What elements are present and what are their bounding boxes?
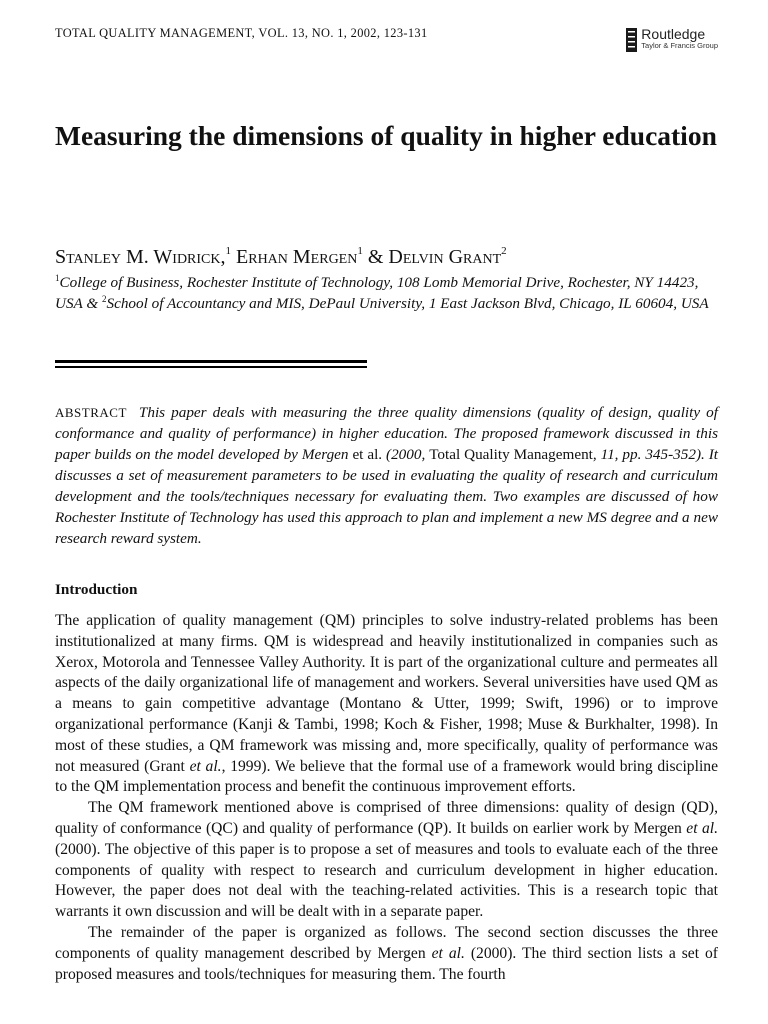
running-head: TOTAL QUALITY MANAGEMENT, VOL. 13, NO. 1, 2002, 123-131 (55, 26, 428, 40)
publisher-logo (626, 27, 718, 52)
article-title: Measuring the dimensions of quality in higher education (55, 120, 717, 151)
publisher-name: Routledge (641, 26, 706, 42)
affiliation-mark: 1 (55, 273, 60, 283)
paragraph: The QM framework mentioned above is comprised of three dimensions: quality of design (QD), quality of conformance (QC) and quality of performance (QP). It builds on earlier work by Mergen et al. (2000). The objective of this paper is to propose a set of measures and tools to evaluate each of the three components of quality with respect to research and curriculum development in higher education. However, the paper does not deal with the teaching-related activities. This is a research topic that warrants it own discussion and will be dealt with in a separate paper. (55, 799, 718, 921)
author-name: Stanley M. Widrick, (55, 246, 226, 268)
publisher-subtitle: Taylor & Francis Group (641, 41, 718, 50)
author-affiliation-mark: 1 (225, 245, 232, 257)
body-text (55, 611, 718, 985)
author-list (55, 246, 507, 269)
divider-rule (55, 366, 367, 368)
abstract-journal: Total Quality Management, (429, 446, 597, 463)
abstract (55, 402, 718, 549)
affiliation-mark: 2 (101, 294, 107, 304)
journal-page (55, 0, 718, 1024)
paragraph: The application of quality management (QM) principles to solve industry-related problems has been institutionalized at many firms. QM is widespread and heavily institutionalized in companies such as Xerox, Motorola and Tennessee Valley Authority. It is part of the organizational culture and permeates all aspects of the daily organizational life of management and workers. Several universities have used QM as a means to gain competitive advantage (Montano & Utter, 1999; Swift, 1996) or to improve organizational performance (Kanji & Tambi, 1998; Koch & Fisher, 1998; Muse & Burkhalter, 1998). In most of these studies, a QM framework was missing and, more specifically, quality of performance was not measured (Grant et al., 1999). We believe that the formal use of a framework would bring discipline to the QM implementation process and benefit the continuous improvement efforts. (55, 612, 718, 796)
author-affiliations (55, 272, 718, 314)
author-name: Erhan Mergen (236, 246, 358, 268)
abstract-text: (2000, (382, 446, 430, 463)
author-affiliation-mark: 1 (357, 245, 363, 257)
author-separator: & (367, 246, 384, 268)
abstract-text: et al. (352, 446, 383, 463)
section-heading: Introduction (55, 581, 138, 598)
author-name: Delvin Grant (388, 246, 502, 268)
abstract-text: This paper deals with measuring the three quality dimensions (quality of design, quality of conformance and quality of performance) in higher education. The proposed framework discussed in this paper builds on the model developed by Mergen (55, 404, 718, 463)
divider-rule (55, 360, 367, 363)
abstract-label: ABSTRACT (55, 405, 127, 420)
routledge-logo-icon (626, 28, 637, 52)
paragraph: The remainder of the paper is organized as follows. The second section discusses the three components of quality management described by Mergen et al. (2000). The third section lists a set of proposed measures and tools/techniques for measuring them. The fourth (55, 923, 718, 983)
affiliation-text: School of Accountancy and MIS, DePaul University, 1 East Jackson Blvd, Chicago, IL 60604, USA (106, 295, 709, 312)
affiliation-text: College of Business, Rochester Institute of Technology, 108 Lomb Memorial Drive, Rochester, NY 14423, USA & (55, 274, 699, 312)
abstract-text: 11, pp. 345-352). It discusses a set of measurement parameters to be used in evaluating the quality of research and curriculum development and the tools/techniques necessary for evaluating them. Two examples are discussed of how Rochester Institute of Technology has used this approach to plan and implement a new MS degree and a new research reward system. (55, 446, 719, 547)
author-affiliation-mark: 2 (501, 245, 507, 257)
